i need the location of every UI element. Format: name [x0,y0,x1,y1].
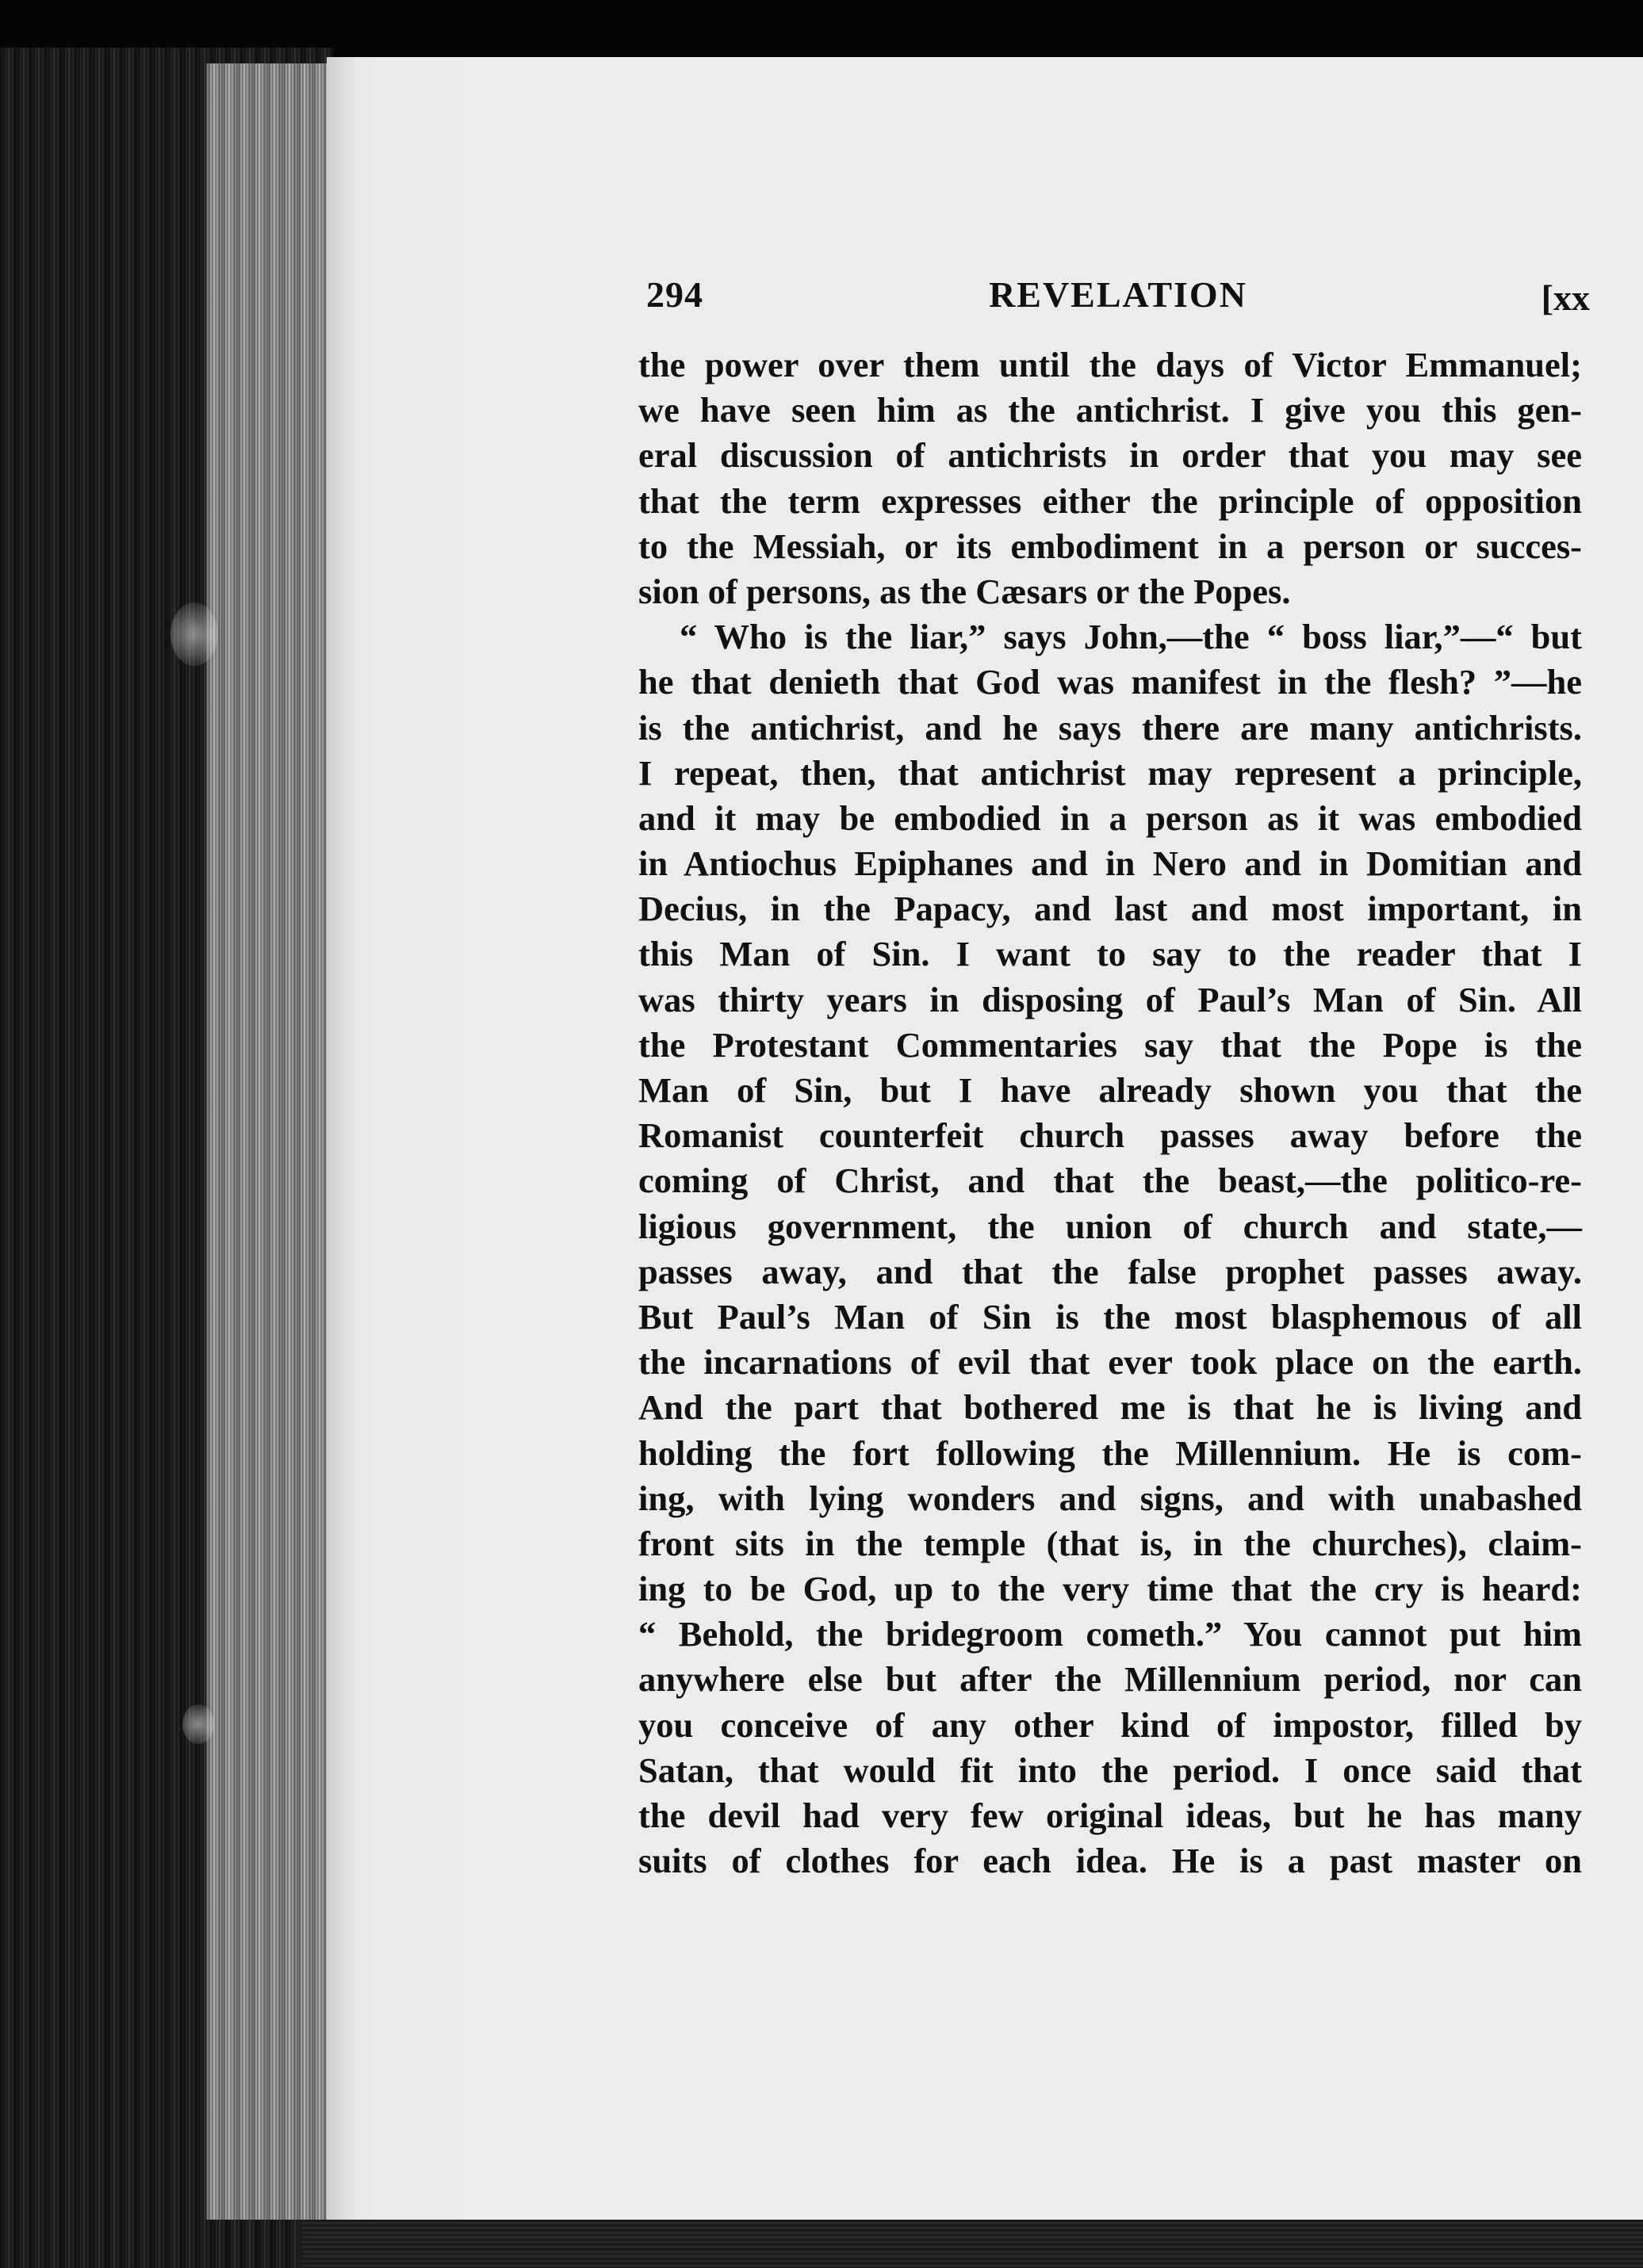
text-line: “ Who is the liar,” says John,—the “ boss liar,”—“ but [680,617,1582,657]
text-line: suits of clothes for each idea. He is a past master on [638,1841,1582,1881]
text-line: sion of persons, as the Cæsars or the Popes. [638,571,1291,611]
text-line: coming of Christ, and that the beast,—the politico-re- [638,1161,1582,1201]
book-page-edges-highlight [206,63,333,2220]
page-number: 294 [646,274,703,315]
text-line: and it may be embodied in a person as it was embodied [638,797,1582,838]
text-line: that the term expresses either the principle of opposition [638,480,1582,521]
text-line: this Man of Sin. I want to say to the reader that I [638,934,1582,974]
text-line: is the antichrist, and he says there are many antichrists. [638,707,1582,748]
text-line: I repeat, then, that antichrist may represent a principle, [638,752,1582,793]
body-text [638,342,1582,1884]
text-line: holding the fort following the Millennium. He is com- [638,1432,1582,1473]
chapter-mark: [xx [1541,277,1590,318]
text-line: the Protestant Commentaries say that the Pope is the [638,1024,1582,1065]
text-line: eral discussion of antichrists in order that you may see [638,435,1582,476]
text-line: “ Behold, the bridegroom cometh.” You cannot put him [638,1614,1582,1654]
text-line: Man of Sin, but I have already shown you that the [638,1070,1582,1110]
text-line: And the part that bothered me is that he is living and [638,1387,1582,1428]
text-line: was thirty years in disposing of Paul’s Man of Sin. All [638,979,1582,1019]
text-line: to the Messiah, or its embodiment in a person or succes- [638,526,1582,566]
text-line: anywhere else but after the Millennium period, nor can [638,1659,1582,1700]
text-line: Decius, in the Papacy, and last and most important, in [638,889,1582,929]
text-line: Satan, that would fit into the period. I once said that [638,1750,1582,1790]
scan-smudge [182,1704,214,1744]
page-header [646,273,1590,329]
text-line: passes away, and that the false prophet passes away. [638,1251,1582,1291]
text-line: in Antiochus Epiphanes and in Nero and in Domitian and [638,843,1582,884]
text-line: the devil had very few original ideas, but he has many [638,1796,1582,1835]
scan-smudge [170,602,218,666]
running-title: REVELATION [989,274,1247,315]
text-line: Romanist counterfeit church passes away before the [638,1115,1582,1156]
text-line: front sits in the temple (that is, in the churches), claim- [638,1523,1582,1563]
page-bottom-edge [301,2220,1643,2268]
text-line: But Paul’s Man of Sin is the most blasphemous of all [638,1296,1582,1337]
text-line: ing to be God, up to the very time that the cry is heard: [638,1569,1582,1609]
text-line: ligious government, the union of church and state,— [638,1206,1582,1246]
text-line: the power over them until the days of Victor Emmanuel; [638,345,1582,384]
text-line: ing, with lying wonders and signs, and with unabashed [638,1478,1582,1518]
text-line: he that denieth that God was manifest in the flesh? ”—he [638,662,1582,702]
text-line: you conceive of any other kind of impostor, filled by [638,1704,1582,1745]
text-line: we have seen him as the antichrist. I give you this gen- [638,390,1582,430]
text-line: the incarnations of evil that ever took place on the earth. [638,1342,1582,1383]
